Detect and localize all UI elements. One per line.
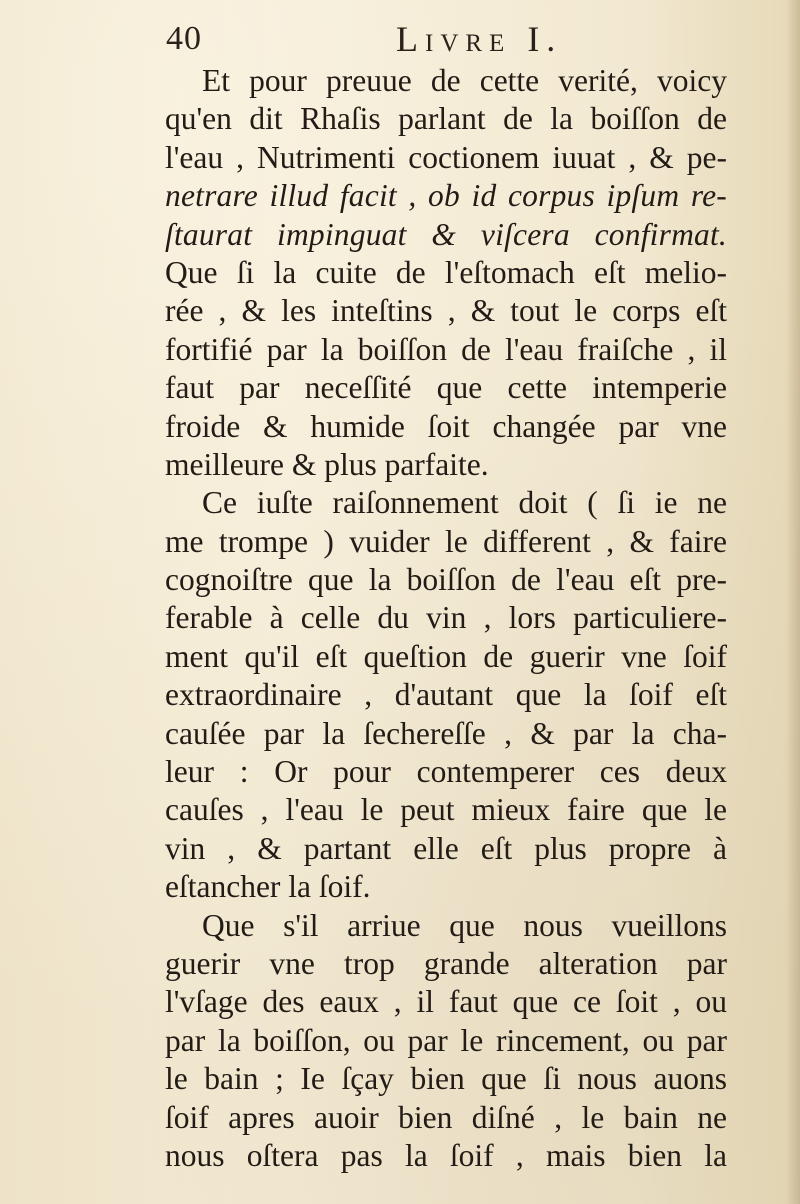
text-line: par la boiſſon, ou par le rincement, ou par <box>165 1022 727 1058</box>
text-line: cauſée par la ſechereſſe , & par la cha- <box>165 715 727 751</box>
text-line: ſoif apres auoir bien diſné , le bain ne <box>165 1099 727 1135</box>
text-line: l'vſage des eaux , il faut que ce ſoit , ou <box>165 984 727 1020</box>
page-edge-shadow <box>786 0 800 1204</box>
page-number: 40 <box>166 20 202 57</box>
text-line: ferable à celle du vin , lors particuliere- <box>165 600 727 636</box>
text-line: Ce iuſte raiſonnement doit ( ſi ie ne <box>202 485 727 521</box>
text-line: me trompe ) vuider le different , & faire <box>165 523 727 559</box>
text-line: Que s'il arriue que nous vueillons <box>202 907 727 943</box>
text-line: meilleure & plus parfaite. <box>165 446 489 482</box>
text-line: vin , & partant elle eſt plus propre à <box>165 830 727 866</box>
text-line: faut par neceſſité que cette intemperie <box>165 370 727 406</box>
text-line: rée , & les inteſtins , & tout le corps eſt <box>165 293 727 329</box>
body-text <box>165 62 727 1175</box>
text-line: ſtaurat impinguat & viſcera confirmat. <box>165 216 727 252</box>
text-line: ment qu'il eſt queſtion de guerir vne ſoif <box>165 638 727 674</box>
text-line: netrare illud facit , ob id corpus ipſum re- <box>165 178 727 214</box>
text-line: nous oſtera pas la ſoif , mais bien la <box>165 1137 727 1173</box>
text-line: fortifié par la boiſſon de l'eau fraiſche , il <box>165 331 727 367</box>
page-header <box>0 18 800 66</box>
text-line: guerir vne trop grande alteration par <box>165 945 727 981</box>
text-line: leur : Or pour contemperer ces deux <box>165 754 727 790</box>
text-line: cauſes , l'eau le peut mieux faire que le <box>165 792 727 828</box>
text-line: cognoiſtre que la boiſſon de l'eau eſt pre- <box>165 562 727 598</box>
text-line: Et pour preuue de cette verité, voicy <box>202 63 727 98</box>
running-head: Livre I. <box>396 19 563 59</box>
text-line: extraordinaire , d'autant que la ſoif eſt <box>165 677 727 713</box>
text-line: l'eau , Nutrimenti coctionem iuuat , & pe- <box>165 139 727 175</box>
text-line: froide & humide ſoit changée par vne <box>165 408 727 444</box>
text-line: eſtancher la ſoif. <box>165 869 371 905</box>
text-line: qu'en dit Rhaſis parlant de la boiſſon de <box>165 101 727 137</box>
text-line: le bain ; Ie ſçay bien que ſi nous auons <box>165 1061 727 1097</box>
text-line: Que ſi la cuite de l'eſtomach eſt melio- <box>165 254 727 290</box>
